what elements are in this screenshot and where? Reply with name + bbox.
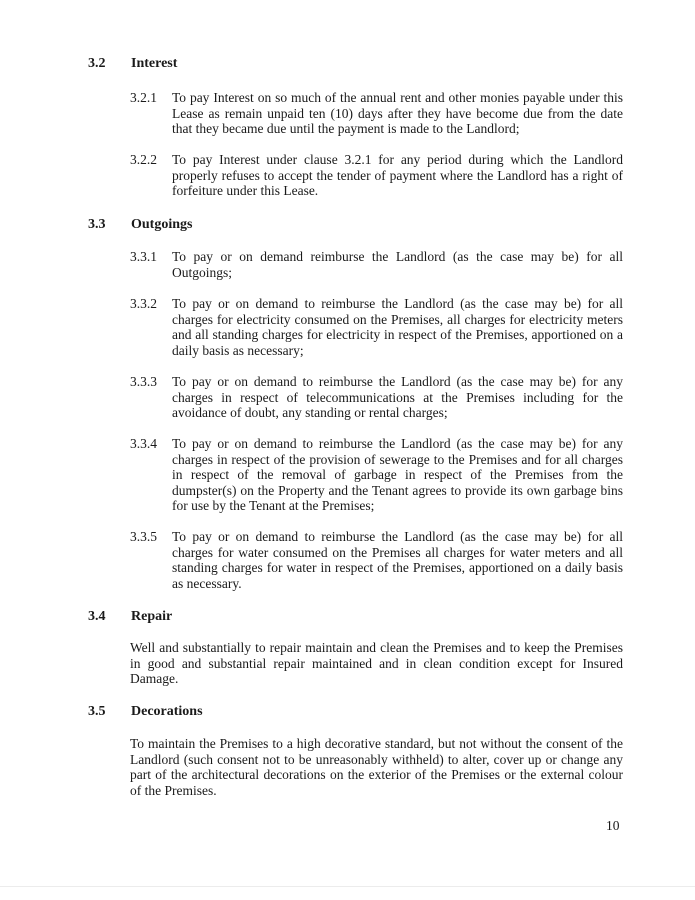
clause-3-3-4 xyxy=(130,436,623,514)
section-3-5-text: To maintain the Premises to a high decorative standard, but not without the consent of the Landlord (such consent not to be unreasonably withheld) to alter, cover up or change any part of the architectural decorations on the exterior of the Premises or the external colour of the Premises. xyxy=(130,736,623,798)
section-title: Interest xyxy=(131,56,178,71)
clause-text: To pay or on demand to reimburse the Landlord (as the case may be) for all charges for electricity consumed on the Premises, all charges for electricity meters and all standing charges for electricity in respect of the Premises, apportioned on a daily basis as necessary; xyxy=(172,296,623,358)
clause-text: To pay or on demand to reimburse the Landlord (as the case may be) for any charges in respect of telecommunications at the Premises including for the avoidance of doubt, any standing or rental charges; xyxy=(172,374,623,421)
clause-number: 3.2.1 xyxy=(130,90,157,105)
clause-3-2-1 xyxy=(130,90,623,137)
clause-text: To pay Interest under clause 3.2.1 for any period during which the Landlord properly refuses to accept the tender of payment where the Landlord has a right of forfeiture under this Lease. xyxy=(172,152,623,199)
section-heading-3-2 xyxy=(88,56,177,72)
clause-text: To pay Interest on so much of the annual rent and other monies payable under this Lease as remain unpaid ten (10) days after they have become due from the date that they became due until the payment is made to the Landlord; xyxy=(172,90,623,137)
clause-3-3-3 xyxy=(130,374,623,421)
clause-3-2-2 xyxy=(130,152,623,199)
clause-number: 3.2.2 xyxy=(130,152,157,167)
clause-number: 3.3.1 xyxy=(130,249,157,264)
clause-number: 3.3.4 xyxy=(130,436,157,451)
section-number: 3.4 xyxy=(88,609,106,624)
section-heading-3-4 xyxy=(88,609,172,625)
section-heading-3-3 xyxy=(88,217,192,233)
section-number: 3.5 xyxy=(88,704,106,719)
section-title: Outgoings xyxy=(131,217,193,232)
clause-number: 3.3.5 xyxy=(130,529,157,544)
section-title: Decorations xyxy=(131,704,203,719)
section-heading-3-5 xyxy=(88,704,203,720)
section-title: Repair xyxy=(131,609,173,624)
page-bottom-edge xyxy=(0,886,695,887)
section-number: 3.2 xyxy=(88,56,106,71)
clause-3-3-5 xyxy=(130,529,623,591)
section-number: 3.3 xyxy=(88,217,106,232)
clause-text: To pay or on demand reimburse the Landlord (as the case may be) for all Outgoings; xyxy=(172,249,623,280)
clause-3-3-1 xyxy=(130,249,623,280)
page-number: 10 xyxy=(606,818,620,833)
clause-number: 3.3.2 xyxy=(130,296,157,311)
clause-number: 3.3.3 xyxy=(130,374,157,389)
clause-3-3-2 xyxy=(130,296,623,358)
clause-text: To pay or on demand to reimburse the Landlord (as the case may be) for any charges in respect of the provision of sewerage to the Premises and for all charges in respect of the removal of garbage in respect of the Premises from the dumpster(s) on the Property and the Tenant agrees to provide its own garbage bins for use by the Tenant at the Premises; xyxy=(172,436,623,514)
section-3-4-text: Well and substantially to repair maintain and clean the Premises and to keep the Premises in good and substantial repair maintained and in clean condition except for Insured Damage. xyxy=(130,640,623,687)
clause-text: To pay or on demand to reimburse the Landlord (as the case may be) for all charges for water consumed on the Premises all charges for water meters and all standing charges for water in respect of the Premises, apportioned on a daily basis as necessary. xyxy=(172,529,623,591)
